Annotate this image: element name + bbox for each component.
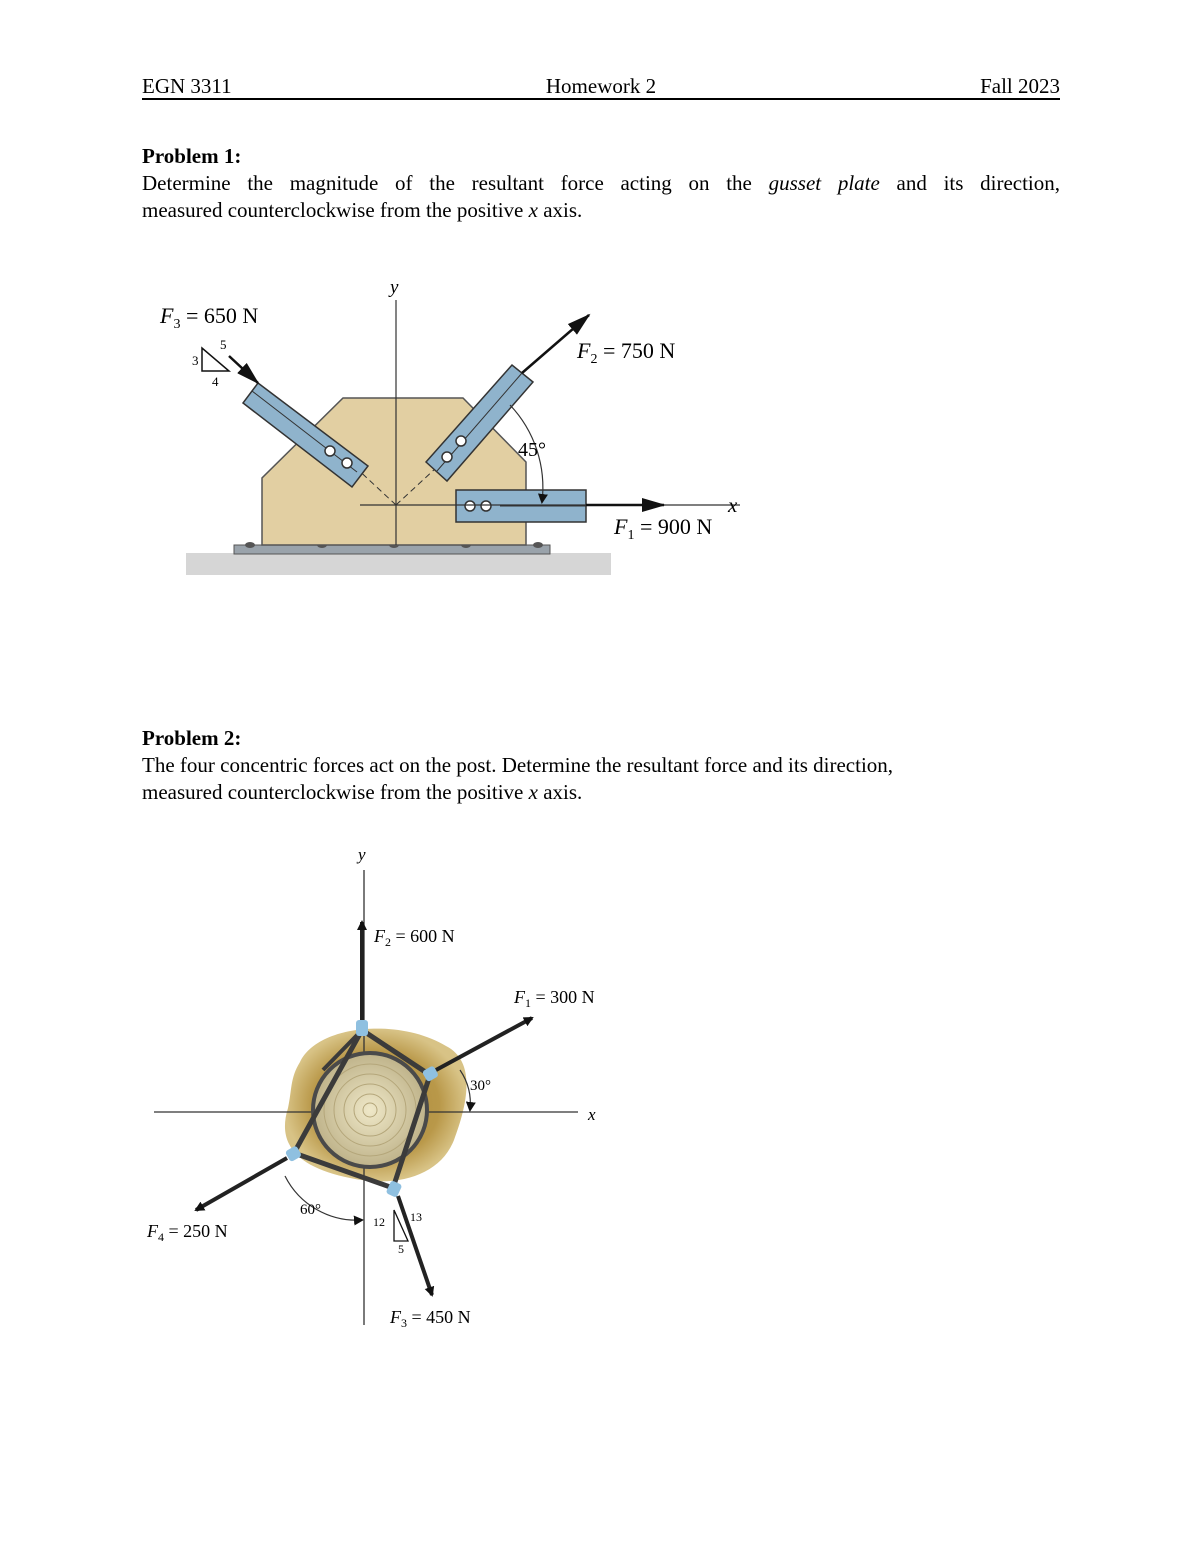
label-angle-45: 45° [518, 439, 546, 461]
term: Fall 2023 [980, 74, 1060, 98]
label-f3: $F_3 = 650$ N [160, 303, 259, 332]
label-tri-3: 3 [192, 353, 199, 368]
problem-2-title: Problem 2: [142, 726, 242, 750]
problem-1-title: Problem 1: [142, 144, 242, 168]
p2-var-x: x [528, 780, 538, 804]
problem-2-statement-line1: The four concentric forces act on the post. Determine the resultant force and its direction, [142, 753, 894, 777]
p1-line2b: axis. [543, 198, 583, 222]
post [313, 1053, 427, 1167]
p1-text-a: Determine the magnitude of the resultant force acting on the [142, 171, 752, 195]
figure-gusset-plate [159, 277, 740, 575]
p1-line2a: measured counterclockwise from the positive [142, 198, 524, 222]
document-title: Homework 2 [545, 74, 657, 98]
label-f1-post: $F_1 = 300$ N [514, 987, 595, 1010]
ground [186, 553, 611, 575]
label-f3-post: $F_3 = 450$ N [390, 1307, 471, 1330]
label-x-axis-2: x [588, 1105, 596, 1124]
label-x-axis: x [728, 493, 738, 517]
label-tri-13: 13 [410, 1210, 422, 1224]
label-tri-5: 5 [220, 337, 227, 352]
label-tri-12: 12 [373, 1215, 385, 1229]
angle-arc-60 [285, 1176, 362, 1220]
course-code: EGN 3311 [142, 74, 232, 98]
p1-text-em: gusset plate [768, 171, 880, 195]
label-y-axis: y [390, 277, 399, 298]
label-f2-post: $F_2 = 600$ N [374, 926, 455, 949]
label-y-axis-2: y [358, 845, 366, 864]
figure-post [146, 845, 596, 1330]
label-tri-4: 4 [212, 374, 219, 389]
label-tri-5-post: 5 [398, 1242, 404, 1256]
p2-line2a: measured counterclockwise from the positive [142, 780, 524, 804]
label-f2: $F_2 = 750$ N [577, 338, 676, 367]
label-f1: $F_1 = 900$ N [614, 514, 713, 543]
label-angle-30: 30° [470, 1078, 491, 1094]
force-arrow-f4-post [196, 1158, 287, 1210]
p2-line2b: axis. [543, 780, 583, 804]
label-f4-post: $F_4 = 250$ N [147, 1221, 228, 1244]
force-arrow-f1-post [436, 1018, 532, 1070]
force-arrow-f3 [229, 356, 258, 383]
member-horizontal [456, 490, 586, 522]
label-angle-60: 60° [300, 1202, 321, 1218]
p1-text-b: and its direction, [896, 171, 1061, 195]
p1-var-x: x [528, 198, 538, 222]
